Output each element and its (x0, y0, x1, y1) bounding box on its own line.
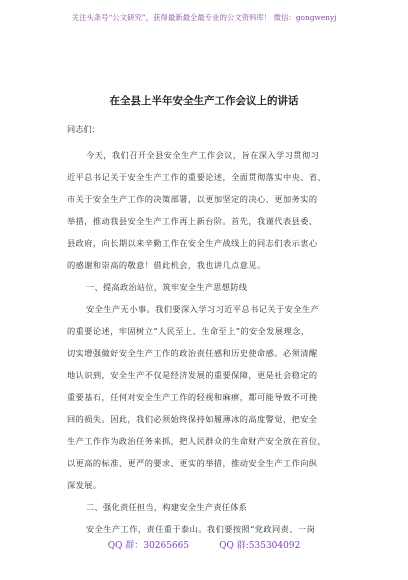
header-banner: 关注头条号“公文研究”，获得最新最全最专业的公文资料库！ 微信：gongwenyj (71, 13, 337, 22)
footer-contacts (0, 538, 408, 551)
body-line: 近平总书记关于安全生产工作的重要论述，全面贯彻落实中央、省、 (67, 172, 327, 182)
body-line: 生产工作作为政治任务来抓，把人民群众的生命财产安全放在首位， (67, 436, 327, 446)
body-line: 回的损失。因此，我们必须始终保持如履薄冰的高度警觉，把安全 (67, 414, 318, 424)
footer-qq-group-1: QQ 群：30265665 (107, 541, 190, 551)
body-line: 地认识到，安全生产不仅是经济发展的重要保障，更是社会稳定的 (67, 370, 318, 380)
body-line: 市关于安全生产工作的决策部署，以更加坚定的决心、更加务实的 (67, 194, 318, 204)
section-heading-2: 二、强化责任担当，构建安全生产责任体系 (86, 502, 248, 512)
body-line: 的感谢和崇高的敬意！借此机会，我也讲几点意见。 (67, 260, 266, 270)
footer-qq-group-2: QQ 群:535304092 (219, 541, 301, 551)
body-line: 举措，推动我县安全生产工作再上新台阶。首先，我谨代表县委、 (67, 216, 318, 226)
body-line: 今天，我们召开全县安全生产工作会议，旨在深入学习贯彻习 (86, 150, 320, 160)
body-line: 切实增强做好安全生产工作的政治责任感和历史使命感。必须清醒 (67, 348, 318, 358)
body-line: 安全生产工作，责任重于泰山。我们要按照“党政同责、一岗 (86, 524, 316, 534)
document-body (67, 144, 353, 540)
salutation: 同志们： (67, 124, 100, 134)
body-line: 的重要论述，牢固树立“人民至上、生命至上”的安全发展理念， (67, 326, 310, 336)
body-line: 以更高的标准、更严的要求、更实的举措，推动安全生产工作向纵 (67, 458, 318, 468)
document-title: 在全县上半年安全生产工作会议上的讲话 (109, 95, 299, 107)
body-line: 深发展。 (67, 480, 102, 490)
body-line: 重要基石，任何对安全生产工作的轻视和麻痹，都可能导致不可挽 (67, 392, 318, 402)
section-heading-1: 一、提高政治站位，筑牢安全生产思想防线 (86, 282, 248, 292)
body-line: 县政府，向长期以来辛勤工作在安全生产战线上的同志们表示衷心 (67, 238, 318, 248)
body-line: 安全生产无小事。我们要深入学习习近平总书记关于安全生产 (86, 304, 320, 314)
